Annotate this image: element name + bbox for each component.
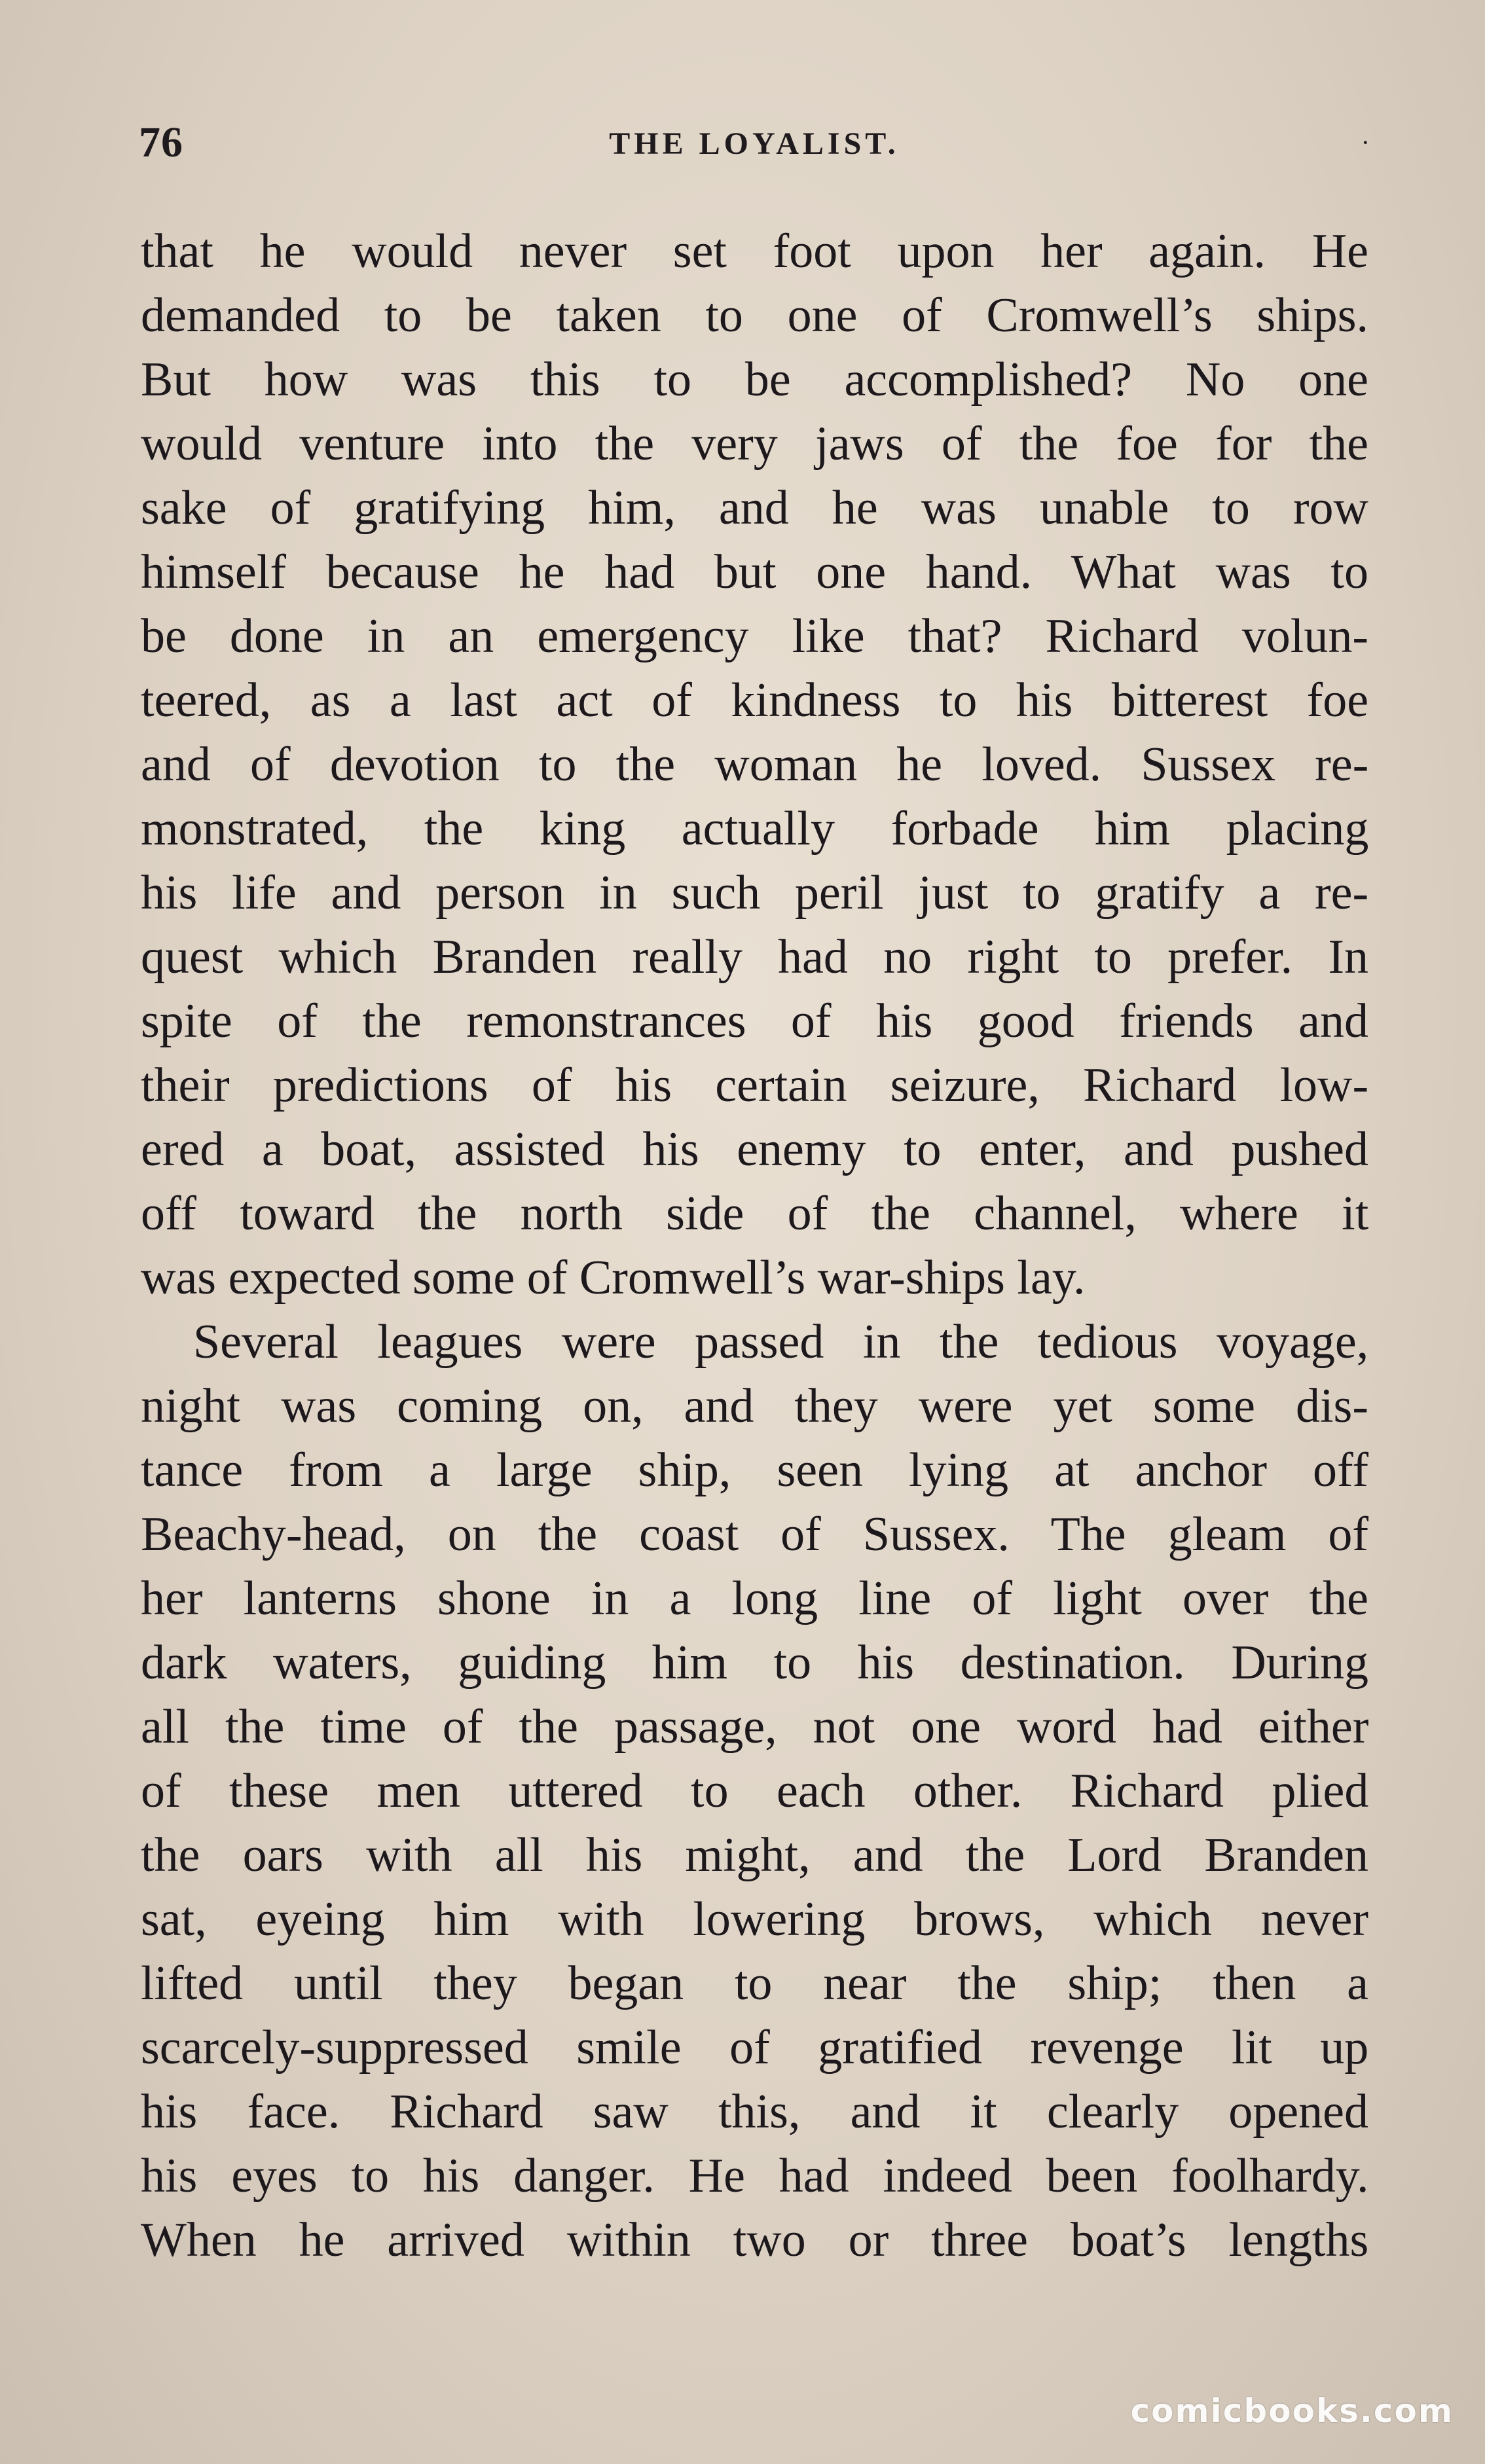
body-text [141,219,1368,2272]
text-line: ered a boat, assisted his enemy to enter, and pushed [141,1123,1368,1176]
text-line-paragraph-end: was expected some of Cromwell’s war-ships lay. [141,1251,1086,1305]
text-line: his face. Richard saw this, and it clearly opened [141,2085,1368,2139]
text-line: teered, as a last act of kindness to his bitterest foe [141,674,1369,727]
text-line-paragraph-start: Several leagues were passed in the tedious voyage, [193,1315,1369,1369]
text-line: tance from a large ship, seen lying at anchor off [141,1443,1368,1497]
text-line: of these men uttered to each other. Richard plied [141,1764,1369,1818]
text-line: sake of gratifying him, and he was unable to row [141,481,1368,535]
text-line: her lanterns shone in a long line of light over the [141,1572,1368,1625]
text-line: be done in an emergency like that? Richard volun- [141,609,1368,663]
text-line: all the time of the passage, not one word had either [141,1700,1369,1754]
text-line: monstrated, the king actually forbade him placing [141,802,1369,856]
header-mark: · [1361,128,1370,157]
watermark: comicbooks.com [1130,2392,1454,2430]
text-line: and of devotion to the woman he loved. Sussex re- [141,738,1369,791]
page-header [139,118,1370,183]
text-line: But how was this to be accomplished? No one [141,353,1368,407]
page-number: 76 [139,118,183,166]
text-line: lifted until they began to near the ship; then a [141,1957,1368,2010]
text-line: their predictions of his certain seizure, Richard low- [141,1059,1369,1112]
text-line: that he would never set foot upon her again. He [141,225,1368,278]
text-line: quest which Branden really had no right to prefer. In [141,930,1368,984]
text-line: would venture into the very jaws of the foe for the [141,417,1368,471]
text-line: night was coming on, and they were yet some dis- [141,1379,1368,1433]
text-line: Beachy-head, on the coast of Sussex. The gleam of [141,1508,1369,1561]
text-line: off toward the north side of the channel, where it [141,1187,1369,1241]
text-line: himself because he had but one hand. What was to [141,545,1368,599]
text-line: When he arrived within two or three boat’s lengths [141,2213,1369,2267]
text-line: his eyes to his danger. He had indeed been foolhardy. [141,2149,1369,2203]
text-line: demanded to be taken to one of Cromwell’s ships. [141,289,1368,342]
text-line: dark waters, guiding him to his destination. During [141,1636,1368,1690]
text-line: scarcely-suppressed smile of gratified revenge lit up [141,2021,1369,2074]
text-line: his life and person in such peril just to gratify a re- [141,866,1369,920]
text-line: sat, eyeing him with lowering brows, which never [141,1893,1368,1946]
text-line: spite of the remonstrances of his good friends and [141,994,1368,1048]
text-line: the oars with all his might, and the Lord Branden [141,1828,1369,1882]
running-title: THE LOYALIST. [609,126,900,161]
